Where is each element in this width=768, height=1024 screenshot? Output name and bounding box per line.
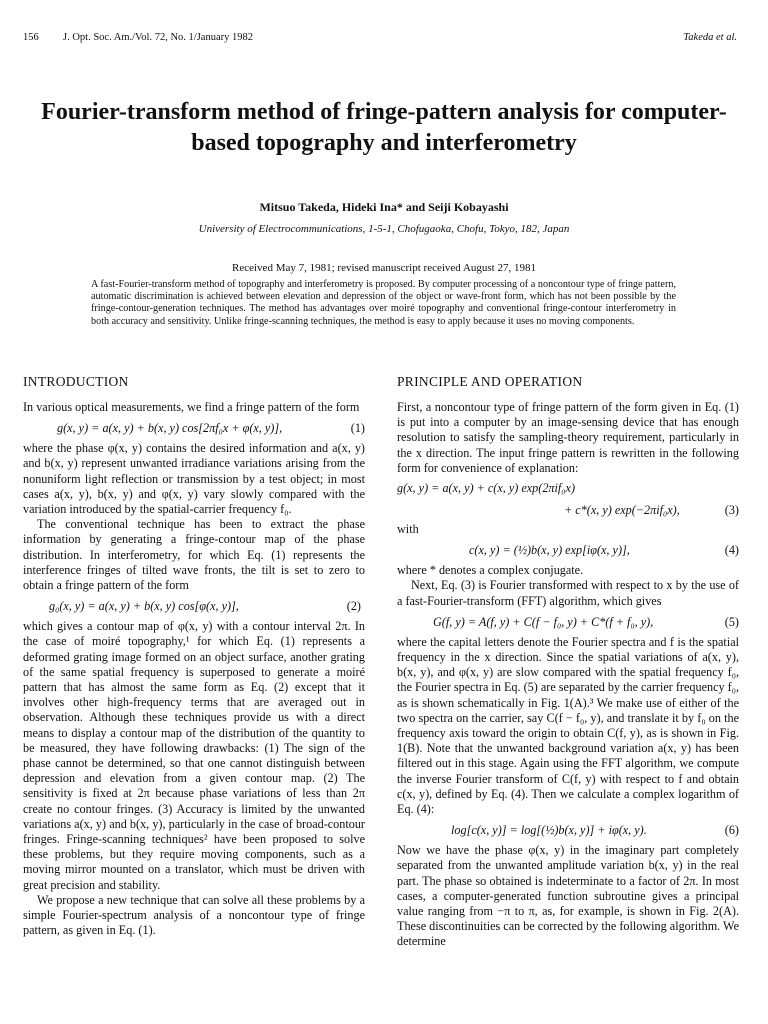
- equation-text: log[c(x, y)] = log[(½)b(x, y)] + iφ(x, y).: [451, 823, 647, 838]
- affiliation: University of Electrocommunications, 1-5-1, Chofugaoka, Chofu, Tokyo, 182, Japan: [198, 223, 570, 235]
- page-number: 156: [23, 32, 39, 43]
- equation-text: c(x, y) = (½)b(x, y) exp[iφ(x, y)],: [469, 543, 630, 558]
- paragraph: Now we have the phase φ(x, y) in the imaginary part completely separated from the unwanted amplitude variation b(x, y) in the real part. The phase so obtained is indeterminate to a factor of 2π. In most cases, a computer-generated function subroutine gives a principal value ranging from −π to π, as, for example, is shown in Fig. 2(A). These discontinuities can be corrected by the following algorithm. We determine: [397, 843, 739, 949]
- paragraph: where * denotes a complex conjugate.: [397, 563, 584, 578]
- section-heading-principle: PRINCIPLE AND OPERATION: [397, 374, 583, 389]
- paragraph: The conventional technique has been to extract the phase information by generating a fringe-contour map of the phase distribution. In interferometry, for which Eq. (1) represents the interference fringes of tilted wave fronts, the tilt is set to zero to obtain a fringe pattern of the form: [23, 517, 365, 593]
- paragraph: where the phase φ(x, y) contains the desired information and a(x, y) and b(x, y) represent unwanted irradiance variations arising from the nonuniform light reflection or transmission by a test object; in most cases a(x, y), b(x, y) and φ(x, y) vary slowly compared with the variation introduced by the spatial-carrier frequency f₀.: [23, 441, 365, 517]
- paragraph: We propose a new technique that can solve all these problems by a simple Fourier-spectrum analysis of a noncontour type of fringe pattern, as given in Eq. (1).: [23, 892, 365, 938]
- paragraph: Next, Eq. (3) is Fourier transformed with respect to x by the use of a fast-Fourier-transform (FFT) algorithm, which gives: [397, 578, 739, 608]
- equation-text: g(x, y) = a(x, y) + c(x, y) exp(2πif₀x): [397, 481, 576, 496]
- journal-citation: J. Opt. Soc. Am./Vol. 72, No. 1/January 1982: [63, 32, 253, 43]
- running-author: Takeda et al.: [683, 32, 737, 43]
- paragraph: where the capital letters denote the Fourier spectra and f is the spatial frequency in the x direction. Since the spatial variations of a(x, y), b(x, y), and φ(x, y) are slow compared with the spatial frequency f₀, the Fourier spectra in Eq. (5) are separated by the carrier frequency f₀, as is shown schematically in Fig. 1(A).³ We make use of either of the two spectra on the carrier, say C(f − f₀, y), and translate it by f₀ on the frequency axis toward the origin to obtain C(f, y), as is shown in Fig. 1(B). Note that the unwanted background variation a(x, y) has been filtered out in this stage. Again using the FFT algorithm, we compute the inverse Fourier transform of C(f, y) with respect to f and obtain c(x, y), defined by Eq. (4). Then we calculate a complex logarithm of Eq. (4):: [397, 634, 739, 817]
- equation-4: [397, 539, 739, 561]
- equation-text: G(f, y) = A(f, y) + C(f − f₀, y) + C*(f + f₀, y),: [433, 614, 654, 629]
- received-dates: Received May 7, 1981; revised manuscript received August 27, 1981: [232, 262, 536, 274]
- left-column: [23, 373, 365, 939]
- with-text: with: [397, 522, 419, 537]
- paper-title: Fourier-transform method of fringe-pattern analysis for computer-based topography and interferometry: [41, 99, 727, 156]
- right-column: [397, 373, 739, 950]
- equation-text: + c*(x, y) exp(−2πif₀x),: [564, 503, 680, 518]
- equation-1: [23, 417, 365, 439]
- equation-3a: [397, 478, 739, 498]
- equation-3b: [397, 500, 739, 520]
- equation-number: (5): [724, 614, 739, 629]
- paragraph: First, a noncontour type of fringe pattern of the form given in Eq. (1) is put into a computer by an image-sensing device that has enough resolution to satisfy the sampling-theory requirement, particularly in the x direction. The input fringe pattern is rewritten in the following form for convenience of explanation:: [397, 400, 739, 475]
- equation-number: (4): [724, 543, 739, 558]
- abstract: A fast-Fourier-transform method of topography and interferometry is proposed. By computer processing of a noncontour type of fringe pattern, automatic discrimination is achieved between elevation and depression of the object or wave-front form, which has not been possible by the fringe-contour-generation techniques. The method has advantages over moiré topography and conventional fringe-contour interferometry in both accuracy and sensitivity. Unlike fringe-scanning techniques, the method is easy to apply because it uses no moving components.: [91, 279, 676, 327]
- author-list: Mitsuo Takeda, Hideki Ina* and Seiji Kobayashi: [259, 200, 509, 214]
- paragraph: which gives a contour map of φ(x, y) with a contour interval 2π. In the case of moiré topography,¹ for which Eq. (1) represents a deformed grating image formed on an object surface, another grating of the same spatial frequency is superposed to generate a moiré pattern that has almost the same form as Eq. (2) except that it involves other high-frequency terms that are averaged out in observation. Although these techniques provide us with a direct means to display a contour map of the distribution of the quantity to be measured, they have following drawbacks: (1) The sign of the phase cannot be determined, so that one cannot distinguish between depression and elevation from a given contour map. (2) The sensitivity is fixed at 2π because phase variations of less than 2π create no contour fringes. (3) Accuracy is limited by the unwanted variations a(x, y) and b(x, y), particularly in the case of broad-contour fringes. Fringe-scanning techniques² have been proposed to solve these problems, but they require moving components, such as a moving mirror mounted on a translator, which must be driven with great precision and stability.: [23, 619, 365, 892]
- equation-text: g₀(x, y) = a(x, y) + b(x, y) cos[φ(x, y)],: [49, 599, 239, 614]
- equation-2: [23, 595, 365, 617]
- equation-text: g(x, y) = a(x, y) + b(x, y) cos[2πf₀x + φ(x, y)],: [57, 421, 283, 436]
- equation-5: [397, 611, 739, 633]
- paragraph: In various optical measurements, we find a fringe pattern of the form: [23, 400, 360, 414]
- equation-number: (6): [724, 823, 739, 838]
- equation-number: (2): [346, 599, 361, 614]
- equation-number: (3): [724, 503, 739, 518]
- equation-6: [397, 819, 739, 841]
- running-header: [23, 32, 737, 48]
- section-heading-introduction: INTRODUCTION: [23, 374, 129, 389]
- equation-number: (1): [350, 421, 365, 436]
